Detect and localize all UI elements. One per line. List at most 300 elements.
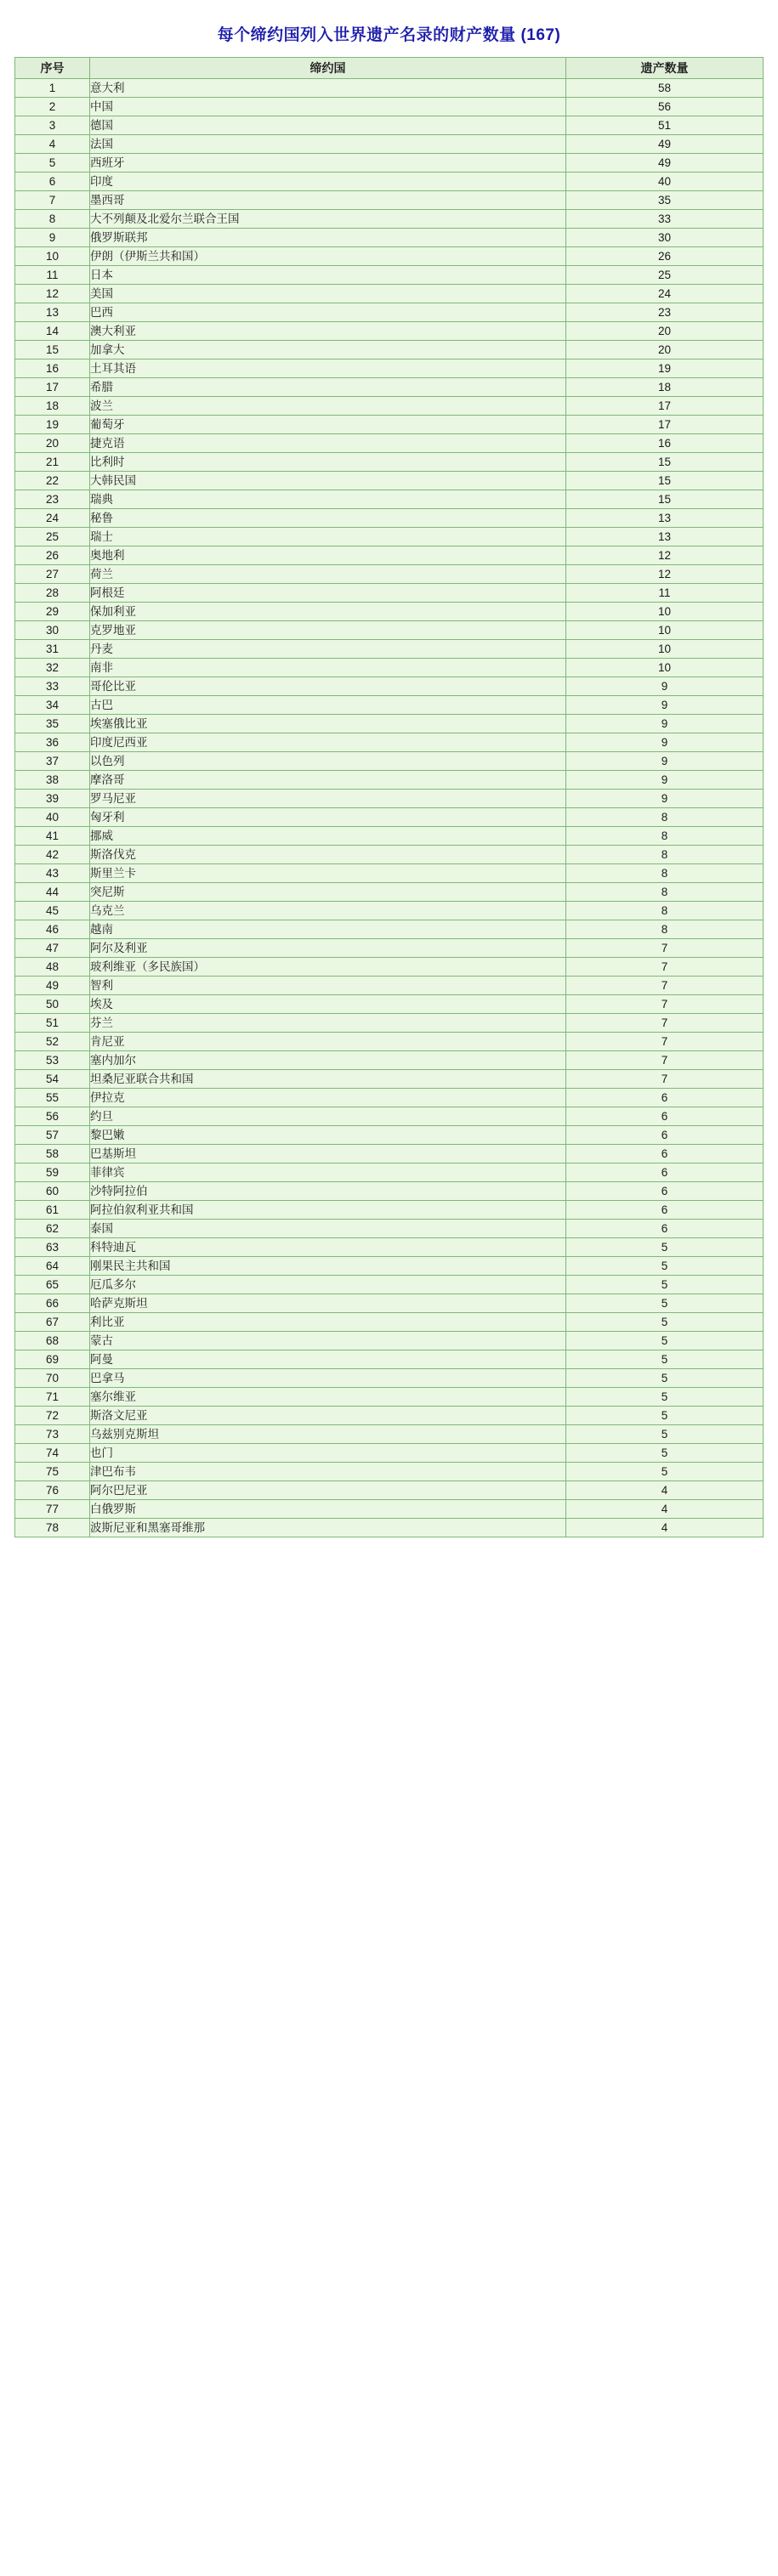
table-row xyxy=(15,584,764,603)
table-row xyxy=(15,229,764,247)
table-row xyxy=(15,1276,764,1294)
cell-state-party: 匈牙利 xyxy=(90,808,566,827)
cell-count: 10 xyxy=(566,640,764,659)
cell-state-party: 厄瓜多尔 xyxy=(90,1276,566,1294)
cell-rank: 20 xyxy=(15,434,90,453)
cell-state-party: 美国 xyxy=(90,285,566,303)
cell-state-party: 大不列颠及北爱尔兰联合王国 xyxy=(90,210,566,229)
cell-state-party: 泰国 xyxy=(90,1220,566,1238)
cell-rank: 21 xyxy=(15,453,90,472)
cell-rank: 9 xyxy=(15,229,90,247)
cell-state-party: 乌克兰 xyxy=(90,902,566,920)
cell-state-party: 阿拉伯叙利亚共和国 xyxy=(90,1201,566,1220)
cell-rank: 45 xyxy=(15,902,90,920)
cell-rank: 51 xyxy=(15,1014,90,1033)
cell-state-party: 意大利 xyxy=(90,79,566,98)
cell-count: 9 xyxy=(566,752,764,771)
cell-rank: 76 xyxy=(15,1481,90,1500)
cell-count: 56 xyxy=(566,98,764,116)
cell-rank: 63 xyxy=(15,1238,90,1257)
table-row xyxy=(15,285,764,303)
table-row xyxy=(15,1369,764,1388)
table-row xyxy=(15,771,764,790)
cell-rank: 56 xyxy=(15,1107,90,1126)
cell-count: 12 xyxy=(566,565,764,584)
table-row xyxy=(15,1033,764,1051)
cell-rank: 59 xyxy=(15,1163,90,1182)
cell-state-party: 刚果民主共和国 xyxy=(90,1257,566,1276)
cell-rank: 57 xyxy=(15,1126,90,1145)
cell-count: 5 xyxy=(566,1444,764,1463)
cell-count: 35 xyxy=(566,191,764,210)
table-row xyxy=(15,659,764,677)
cell-rank: 55 xyxy=(15,1089,90,1107)
cell-rank: 65 xyxy=(15,1276,90,1294)
cell-count: 13 xyxy=(566,528,764,546)
cell-count: 25 xyxy=(566,266,764,285)
cell-rank: 69 xyxy=(15,1350,90,1369)
cell-state-party: 希腊 xyxy=(90,378,566,397)
cell-rank: 7 xyxy=(15,191,90,210)
cell-count: 9 xyxy=(566,790,764,808)
cell-rank: 66 xyxy=(15,1294,90,1313)
cell-state-party: 秘鲁 xyxy=(90,509,566,528)
table-row xyxy=(15,1350,764,1369)
cell-state-party: 瑞士 xyxy=(90,528,566,546)
table-row xyxy=(15,360,764,378)
cell-count: 6 xyxy=(566,1145,764,1163)
table-row xyxy=(15,322,764,341)
cell-state-party: 阿尔及利亚 xyxy=(90,939,566,958)
cell-rank: 28 xyxy=(15,584,90,603)
cell-state-party: 摩洛哥 xyxy=(90,771,566,790)
cell-count: 4 xyxy=(566,1481,764,1500)
cell-state-party: 斯洛伐克 xyxy=(90,846,566,864)
table-row xyxy=(15,995,764,1014)
cell-count: 5 xyxy=(566,1388,764,1407)
cell-count: 49 xyxy=(566,135,764,154)
cell-rank: 47 xyxy=(15,939,90,958)
table-row xyxy=(15,1257,764,1276)
table-row xyxy=(15,416,764,434)
cell-state-party: 塞尔维亚 xyxy=(90,1388,566,1407)
cell-count: 9 xyxy=(566,715,764,733)
cell-count: 11 xyxy=(566,584,764,603)
cell-rank: 52 xyxy=(15,1033,90,1051)
table-row xyxy=(15,565,764,584)
cell-state-party: 罗马尼亚 xyxy=(90,790,566,808)
cell-count: 9 xyxy=(566,677,764,696)
cell-state-party: 印度尼西亚 xyxy=(90,733,566,752)
table-row xyxy=(15,958,764,977)
table-row xyxy=(15,603,764,621)
cell-count: 5 xyxy=(566,1276,764,1294)
table-row xyxy=(15,378,764,397)
cell-count: 49 xyxy=(566,154,764,173)
table-row xyxy=(15,434,764,453)
cell-rank: 48 xyxy=(15,958,90,977)
cell-state-party: 哈萨克斯坦 xyxy=(90,1294,566,1313)
cell-state-party: 荷兰 xyxy=(90,565,566,584)
table-row xyxy=(15,827,764,846)
table-row xyxy=(15,864,764,883)
cell-rank: 41 xyxy=(15,827,90,846)
cell-state-party: 中国 xyxy=(90,98,566,116)
cell-count: 15 xyxy=(566,472,764,490)
cell-count: 7 xyxy=(566,1051,764,1070)
cell-state-party: 伊拉克 xyxy=(90,1089,566,1107)
cell-count: 24 xyxy=(566,285,764,303)
cell-count: 9 xyxy=(566,733,764,752)
table-row xyxy=(15,733,764,752)
table-row xyxy=(15,1220,764,1238)
table-row xyxy=(15,715,764,733)
table-row xyxy=(15,98,764,116)
cell-state-party: 蒙古 xyxy=(90,1332,566,1350)
table-row xyxy=(15,341,764,360)
cell-state-party: 利比亚 xyxy=(90,1313,566,1332)
table-row xyxy=(15,116,764,135)
column-header-count: 遗产数量 xyxy=(566,58,764,79)
cell-count: 6 xyxy=(566,1089,764,1107)
cell-state-party: 伊朗（伊斯兰共和国） xyxy=(90,247,566,266)
cell-state-party: 法国 xyxy=(90,135,566,154)
cell-rank: 27 xyxy=(15,565,90,584)
table-row xyxy=(15,1294,764,1313)
table-row xyxy=(15,397,764,416)
table-row xyxy=(15,621,764,640)
cell-state-party: 葡萄牙 xyxy=(90,416,566,434)
cell-rank: 61 xyxy=(15,1201,90,1220)
cell-rank: 30 xyxy=(15,621,90,640)
cell-count: 13 xyxy=(566,509,764,528)
cell-state-party: 墨西哥 xyxy=(90,191,566,210)
cell-state-party: 德国 xyxy=(90,116,566,135)
cell-state-party: 沙特阿拉伯 xyxy=(90,1182,566,1201)
cell-rank: 71 xyxy=(15,1388,90,1407)
cell-state-party: 坦桑尼亚联合共和国 xyxy=(90,1070,566,1089)
cell-state-party: 印度 xyxy=(90,173,566,191)
cell-rank: 11 xyxy=(15,266,90,285)
cell-rank: 24 xyxy=(15,509,90,528)
cell-rank: 42 xyxy=(15,846,90,864)
cell-rank: 70 xyxy=(15,1369,90,1388)
table-row xyxy=(15,677,764,696)
cell-state-party: 比利时 xyxy=(90,453,566,472)
table-row xyxy=(15,1182,764,1201)
cell-count: 33 xyxy=(566,210,764,229)
cell-count: 5 xyxy=(566,1369,764,1388)
cell-count: 8 xyxy=(566,920,764,939)
table-row xyxy=(15,640,764,659)
cell-state-party: 古巴 xyxy=(90,696,566,715)
cell-rank: 33 xyxy=(15,677,90,696)
table-row xyxy=(15,1425,764,1444)
cell-count: 7 xyxy=(566,1014,764,1033)
cell-state-party: 澳大利亚 xyxy=(90,322,566,341)
cell-count: 5 xyxy=(566,1294,764,1313)
table-row xyxy=(15,883,764,902)
cell-state-party: 奥地利 xyxy=(90,546,566,565)
cell-state-party: 俄罗斯联邦 xyxy=(90,229,566,247)
cell-count: 8 xyxy=(566,827,764,846)
cell-rank: 16 xyxy=(15,360,90,378)
cell-state-party: 保加利亚 xyxy=(90,603,566,621)
table-row xyxy=(15,1107,764,1126)
table-row xyxy=(15,266,764,285)
cell-count: 6 xyxy=(566,1201,764,1220)
cell-count: 6 xyxy=(566,1126,764,1145)
cell-rank: 46 xyxy=(15,920,90,939)
cell-rank: 37 xyxy=(15,752,90,771)
table-row xyxy=(15,1481,764,1500)
cell-count: 8 xyxy=(566,808,764,827)
table-row xyxy=(15,1070,764,1089)
cell-rank: 77 xyxy=(15,1500,90,1519)
cell-state-party: 斯里兰卡 xyxy=(90,864,566,883)
table-row xyxy=(15,546,764,565)
cell-state-party: 智利 xyxy=(90,977,566,995)
cell-count: 4 xyxy=(566,1500,764,1519)
column-header-rank: 序号 xyxy=(15,58,90,79)
cell-count: 7 xyxy=(566,1070,764,1089)
cell-count: 8 xyxy=(566,864,764,883)
cell-rank: 49 xyxy=(15,977,90,995)
cell-state-party: 塞内加尔 xyxy=(90,1051,566,1070)
cell-state-party: 日本 xyxy=(90,266,566,285)
cell-rank: 72 xyxy=(15,1407,90,1425)
cell-state-party: 波兰 xyxy=(90,397,566,416)
cell-count: 18 xyxy=(566,378,764,397)
cell-rank: 39 xyxy=(15,790,90,808)
cell-state-party: 瑞典 xyxy=(90,490,566,509)
cell-rank: 62 xyxy=(15,1220,90,1238)
table-row xyxy=(15,846,764,864)
page-title: 每个缔约国列入世界遗产名录的财产数量 (167) xyxy=(217,26,561,44)
cell-rank: 19 xyxy=(15,416,90,434)
cell-state-party: 挪威 xyxy=(90,827,566,846)
table-row xyxy=(15,1201,764,1220)
table-row xyxy=(15,1332,764,1350)
table-row xyxy=(15,939,764,958)
cell-state-party: 科特迪瓦 xyxy=(90,1238,566,1257)
cell-rank: 44 xyxy=(15,883,90,902)
cell-count: 12 xyxy=(566,546,764,565)
cell-rank: 64 xyxy=(15,1257,90,1276)
table-row xyxy=(15,1145,764,1163)
table-row xyxy=(15,1014,764,1033)
cell-state-party: 土耳其语 xyxy=(90,360,566,378)
cell-rank: 10 xyxy=(15,247,90,266)
cell-count: 20 xyxy=(566,322,764,341)
cell-rank: 4 xyxy=(15,135,90,154)
cell-state-party: 埃及 xyxy=(90,995,566,1014)
cell-rank: 23 xyxy=(15,490,90,509)
cell-state-party: 加拿大 xyxy=(90,341,566,360)
table-row xyxy=(15,696,764,715)
cell-rank: 40 xyxy=(15,808,90,827)
cell-rank: 35 xyxy=(15,715,90,733)
cell-count: 7 xyxy=(566,939,764,958)
cell-rank: 31 xyxy=(15,640,90,659)
cell-state-party: 巴基斯坦 xyxy=(90,1145,566,1163)
cell-rank: 18 xyxy=(15,397,90,416)
cell-rank: 2 xyxy=(15,98,90,116)
cell-state-party: 大韩民国 xyxy=(90,472,566,490)
cell-count: 30 xyxy=(566,229,764,247)
cell-count: 9 xyxy=(566,771,764,790)
cell-count: 20 xyxy=(566,341,764,360)
cell-state-party: 白俄罗斯 xyxy=(90,1500,566,1519)
cell-state-party: 阿曼 xyxy=(90,1350,566,1369)
table-row xyxy=(15,752,764,771)
cell-rank: 12 xyxy=(15,285,90,303)
cell-state-party: 埃塞俄比亚 xyxy=(90,715,566,733)
cell-count: 7 xyxy=(566,958,764,977)
table-row xyxy=(15,247,764,266)
cell-state-party: 也门 xyxy=(90,1444,566,1463)
world-heritage-table xyxy=(14,57,764,1537)
table-row xyxy=(15,1089,764,1107)
cell-state-party: 斯洛文尼亚 xyxy=(90,1407,566,1425)
table-row xyxy=(15,135,764,154)
cell-count: 40 xyxy=(566,173,764,191)
table-row xyxy=(15,472,764,490)
cell-count: 26 xyxy=(566,247,764,266)
cell-state-party: 突尼斯 xyxy=(90,883,566,902)
cell-state-party: 肯尼亚 xyxy=(90,1033,566,1051)
table-row xyxy=(15,1163,764,1182)
cell-count: 15 xyxy=(566,453,764,472)
cell-count: 58 xyxy=(566,79,764,98)
cell-count: 5 xyxy=(566,1332,764,1350)
cell-state-party: 津巴布韦 xyxy=(90,1463,566,1481)
cell-rank: 25 xyxy=(15,528,90,546)
table-row xyxy=(15,1463,764,1481)
cell-state-party: 约旦 xyxy=(90,1107,566,1126)
table-row xyxy=(15,173,764,191)
cell-state-party: 阿尔巴尼亚 xyxy=(90,1481,566,1500)
cell-count: 6 xyxy=(566,1220,764,1238)
cell-rank: 54 xyxy=(15,1070,90,1089)
table-row xyxy=(15,977,764,995)
cell-count: 5 xyxy=(566,1407,764,1425)
cell-rank: 36 xyxy=(15,733,90,752)
cell-rank: 78 xyxy=(15,1519,90,1537)
cell-count: 6 xyxy=(566,1107,764,1126)
cell-state-party: 阿根廷 xyxy=(90,584,566,603)
cell-count: 10 xyxy=(566,659,764,677)
table-row xyxy=(15,509,764,528)
table-row xyxy=(15,1238,764,1257)
table-row xyxy=(15,902,764,920)
cell-count: 8 xyxy=(566,846,764,864)
table-row xyxy=(15,528,764,546)
cell-count: 23 xyxy=(566,303,764,322)
table-row xyxy=(15,1388,764,1407)
cell-rank: 34 xyxy=(15,696,90,715)
cell-rank: 67 xyxy=(15,1313,90,1332)
table-row xyxy=(15,1126,764,1145)
cell-rank: 50 xyxy=(15,995,90,1014)
cell-state-party: 越南 xyxy=(90,920,566,939)
table-row xyxy=(15,1519,764,1537)
cell-count: 16 xyxy=(566,434,764,453)
cell-count: 10 xyxy=(566,603,764,621)
cell-state-party: 巴西 xyxy=(90,303,566,322)
cell-rank: 75 xyxy=(15,1463,90,1481)
column-header-state-party: 缔约国 xyxy=(90,58,566,79)
cell-count: 5 xyxy=(566,1313,764,1332)
table-row xyxy=(15,1051,764,1070)
cell-count: 6 xyxy=(566,1163,764,1182)
cell-rank: 58 xyxy=(15,1145,90,1163)
table-row xyxy=(15,154,764,173)
cell-state-party: 丹麦 xyxy=(90,640,566,659)
cell-state-party: 以色列 xyxy=(90,752,566,771)
cell-state-party: 乌兹别克斯坦 xyxy=(90,1425,566,1444)
cell-rank: 43 xyxy=(15,864,90,883)
cell-state-party: 黎巴嫩 xyxy=(90,1126,566,1145)
cell-count: 4 xyxy=(566,1519,764,1537)
cell-count: 9 xyxy=(566,696,764,715)
table-row xyxy=(15,808,764,827)
cell-rank: 17 xyxy=(15,378,90,397)
cell-state-party: 巴拿马 xyxy=(90,1369,566,1388)
cell-count: 7 xyxy=(566,995,764,1014)
cell-state-party: 哥伦比亚 xyxy=(90,677,566,696)
cell-rank: 6 xyxy=(15,173,90,191)
cell-rank: 26 xyxy=(15,546,90,565)
table-header xyxy=(15,58,764,79)
cell-rank: 13 xyxy=(15,303,90,322)
cell-rank: 1 xyxy=(15,79,90,98)
cell-count: 5 xyxy=(566,1238,764,1257)
cell-state-party: 克罗地亚 xyxy=(90,621,566,640)
cell-rank: 74 xyxy=(15,1444,90,1463)
cell-rank: 5 xyxy=(15,154,90,173)
cell-count: 5 xyxy=(566,1463,764,1481)
cell-rank: 22 xyxy=(15,472,90,490)
cell-state-party: 芬兰 xyxy=(90,1014,566,1033)
cell-rank: 32 xyxy=(15,659,90,677)
cell-state-party: 西班牙 xyxy=(90,154,566,173)
cell-count: 5 xyxy=(566,1425,764,1444)
table-row xyxy=(15,210,764,229)
table-row xyxy=(15,490,764,509)
table-row xyxy=(15,303,764,322)
cell-rank: 29 xyxy=(15,603,90,621)
cell-count: 8 xyxy=(566,902,764,920)
cell-rank: 15 xyxy=(15,341,90,360)
cell-count: 51 xyxy=(566,116,764,135)
table-row xyxy=(15,79,764,98)
table-body xyxy=(15,79,764,1537)
cell-rank: 14 xyxy=(15,322,90,341)
table-row xyxy=(15,1444,764,1463)
cell-count: 19 xyxy=(566,360,764,378)
cell-count: 10 xyxy=(566,621,764,640)
table-header-row xyxy=(15,58,764,79)
cell-count: 6 xyxy=(566,1182,764,1201)
cell-count: 7 xyxy=(566,1033,764,1051)
table-row xyxy=(15,1500,764,1519)
cell-count: 17 xyxy=(566,397,764,416)
cell-count: 17 xyxy=(566,416,764,434)
cell-state-party: 捷克语 xyxy=(90,434,566,453)
cell-state-party: 南非 xyxy=(90,659,566,677)
cell-rank: 73 xyxy=(15,1425,90,1444)
